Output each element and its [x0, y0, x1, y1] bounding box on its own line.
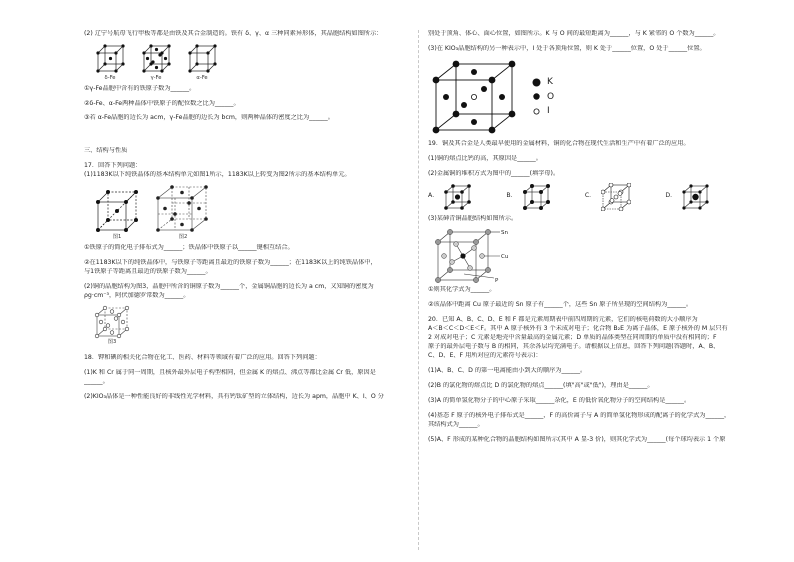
q16-sub3: ③若 α-Fe晶胞的边长为 acm，γ-Fe晶胞的边长为 bcm，则两种晶体的密度之比为______。 [84, 114, 334, 122]
figure-1 [94, 188, 140, 242]
q20-part1: (1)A、B、C、D 的第一电离能由小到大的顺序为______。 [428, 366, 587, 374]
delta-fe-figure [94, 43, 126, 83]
section-heading: 三、结构与性质 [84, 147, 128, 155]
figure-1-label: 图1 [112, 234, 122, 241]
option-c-diagram [601, 183, 631, 211]
p-label: P [495, 277, 499, 284]
legend-i-label: I [547, 106, 550, 117]
gamma-fe-figure [140, 43, 172, 83]
q20-part2: (2)B 的氯化物的熔点比 D 的氯化物的熔点______(填"高"或"低")，理由是______。 [428, 381, 654, 389]
q20-part5: (5)A、F 形成的某种化合物的晶胞结构如图所示(其中 A 显-3 价)，则其化学式为______(每个球均表示 1 个原 [428, 435, 726, 443]
kio3-cell-diagram [432, 60, 516, 134]
left-column [84, 30, 410, 402]
figure-2-label: 图2 [178, 234, 188, 241]
option-b-label: B． [506, 192, 517, 200]
q16-part2-intro: (2) 辽宁号航母飞行甲板等都是由铁及其合金制造的。铁有 δ、γ、α 三种同素异形体，其晶胞结构如图所示： [84, 30, 383, 37]
q17-title: 17．回答下列问题： [84, 162, 142, 170]
q18-part3: (3)在 KIO₃晶胞结构的另一种表示中，I 处于各顶角位置，则 K 处于______位置，O 处于______位置。 [428, 44, 706, 52]
figure-2 [154, 184, 212, 242]
q18-part2-cont: 别处于顶角、体心、面心位置，如图所示。K 与 O 间的最短距离为______，与 K 紧邻的 O 个数为______。 [428, 30, 720, 37]
legend-k [532, 75, 554, 89]
column-divider [418, 30, 419, 550]
q20-title: 20．已知 A、B、C、D、E 和 F 都是元素周期表中前四周期的元素，它们的核电荷数的大小顺序为 [428, 315, 698, 323]
q20-part4: (4)基态 F 原子的核外电子排布式是______，F 的高价离子与 A 的简单氢化物形成的配离子的化学式为______， [428, 411, 731, 419]
q18-part1: (1)K 和 Cr 属于同一周期，且核外最外层电子构型相同，但金属 K 的熔点、沸点等都比金属 Cr 低，原因是 [84, 369, 376, 377]
iron-unit-figures [94, 184, 410, 242]
k-atom-icon [532, 78, 541, 87]
legend-i [532, 104, 554, 118]
copper-cell-diagram [94, 305, 130, 339]
q19-part3: (3)某砷青铜晶胞结构如图所示。 [428, 214, 518, 222]
q18-part2: (2)KIO₃晶体是一种性能良好的非线性光学材料，具有钙钛矿型的立体结构，边长为 apm，晶胞中 K、I、O 分 [84, 393, 384, 401]
arsenic-bronze-cell-diagram [434, 228, 514, 284]
alpha-fe-cell-diagram [186, 43, 218, 75]
figure-3-label: 图3 [107, 338, 117, 345]
option-b-diagram [523, 184, 551, 210]
q16-sub1: ①γ-Fe晶胞中含有的铁原子数为______。 [84, 84, 196, 92]
q17-part2: (2)铜的晶胞结构为图3，晶胞中所含的铜原子数为______个，金属铜晶胞的边长为 a cm，又知铜的密度为 [84, 282, 374, 290]
q19-title: 19．铜及其合金是人类最早使用的金属材料，铜的化合物在现代生活和生产中有着广泛的应用。 [428, 139, 690, 147]
i-atom-icon [532, 107, 541, 116]
gamma-fe-label: γ-Fe [150, 74, 162, 81]
kio3-figure [432, 60, 762, 134]
q19-part2: (2)金属铜的堆积方式为图中的______(填字母)。 [428, 169, 560, 177]
q20-line-b: 2 对成对电子；C 元素是地壳中含量最高的金属元素；D 单质的晶体类型在同周期的单质中没有相同的；F [428, 333, 717, 341]
q17-part1: (1)1183K以下纯铁晶体的基本结构单元如图1所示，1183K以上转变为图2所示的基本结构单元。 [84, 171, 351, 179]
legend-k-label: K [547, 77, 553, 88]
option-c-label: C． [584, 192, 596, 200]
fcc-cell-diagram [154, 184, 212, 234]
iron-allotrope-figures [94, 43, 410, 83]
alpha-fe-figure [186, 43, 218, 83]
q17-sub-b-cont: 与1铁原子等距离且最近的铁原子数为______。 [84, 267, 212, 275]
option-a-label: A． [428, 192, 439, 200]
gamma-fe-cell-diagram [140, 43, 172, 75]
kio3-legend [532, 75, 554, 118]
alpha-fe-label: α-Fe [196, 74, 208, 81]
option-a-diagram [444, 184, 472, 210]
q20-part3: (3)A 的简单氢化物分子的中心原子采取______杂化，E 的低价氧化物分子的空间结构是______。 [428, 396, 691, 404]
bcc-cell-diagram [94, 188, 140, 234]
arsenic-bronze-figure [434, 228, 762, 284]
delta-fe-cell-diagram [94, 43, 126, 75]
q19-part1: (1)铜的熔点比钙的高，其原因是______。 [428, 154, 542, 162]
q17-sub-b: ②在1183K以下的纯铁晶体中，与铁原子等距离且最近的铁原子数为______；在1183K以上的纯铁晶体中， [84, 258, 377, 266]
legend-o-label: O [547, 91, 555, 102]
q20-line-c: 原子的最外层电子数与 B 的相同，其余各层均充满电子。请根据以上信息，回答下列问题(答题时，A、B、 [428, 342, 720, 350]
q20-line-d: C、D、E、F 用所对应的元素符号表示)： [428, 351, 542, 359]
q17-part2-cont: ρg·cm⁻³，阿伏加德罗常数为______。 [84, 291, 190, 299]
q17-sub-a: ①铁原子的简化电子排布式为______；铁晶体中铁原子以______键相互结合。 [84, 243, 294, 251]
stacking-options [428, 183, 762, 211]
q18-title: 18．钾和碘的相关化合物在化工、医药、材料等领域有着广泛的应用。回答下列问题： [84, 354, 321, 362]
q16-sub2: ②δ-Fe、α-Fe两种晶体中铁原子的配位数之比为______。 [84, 99, 240, 107]
sn-label: Sn [501, 229, 508, 236]
copper-figure-row [94, 305, 410, 347]
cu-label: Cu [501, 253, 509, 260]
q19-sub-b: ②该晶体中距离 Cu 原子最近的 Sn 原子有______个，这些 Sn 原子所呈现的空间结构为______。 [428, 300, 693, 308]
o-atom-icon [532, 92, 541, 101]
option-d-label: D． [665, 192, 677, 200]
q20-line-a: A＜B＜C＜D＜E＜F。其中 A 原子核外有 3 个未成对电子；化合物 B₂E 为离子晶体，E 原子核外的 M 层只有 [428, 324, 728, 332]
legend-o [532, 90, 554, 104]
figure-3 [94, 305, 130, 347]
q18-part1-blank: ______。 [84, 378, 109, 386]
q20-part4-cont: 其结构式为______。 [428, 420, 484, 428]
right-column [428, 30, 762, 445]
delta-fe-label: δ-Fe [104, 74, 116, 81]
option-d-diagram [682, 184, 710, 210]
q19-sub-a: ①则其化学式为______。 [428, 285, 496, 293]
